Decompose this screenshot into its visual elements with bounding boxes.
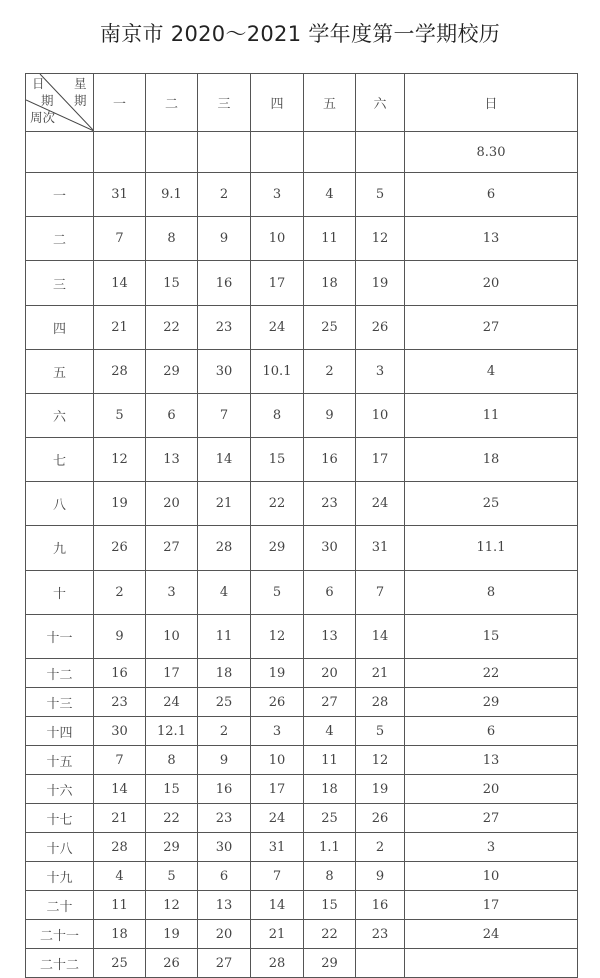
- table-row: [26, 746, 578, 775]
- date-cell-wed: 18: [198, 659, 251, 688]
- date-cell-mon: 26: [94, 526, 146, 570]
- date-cell-fri: 18: [304, 775, 356, 804]
- date-cell-sat: 17: [356, 438, 405, 482]
- date-cell-tue: 26: [146, 949, 198, 978]
- weekday-header-thu: 四: [251, 74, 304, 132]
- date-cell-fri: 27: [304, 688, 356, 717]
- date-cell-mon: 7: [94, 217, 146, 261]
- date-cell-sun: 27: [405, 305, 578, 349]
- weekday-header-tue: 二: [146, 74, 198, 132]
- week-number-cell: 十三: [26, 688, 94, 717]
- date-cell-fri: 25: [304, 804, 356, 833]
- date-cell-fri: 13: [304, 614, 356, 658]
- date-cell-thu: 14: [251, 891, 304, 920]
- date-cell-mon: 23: [94, 688, 146, 717]
- date-cell-fri: 22: [304, 920, 356, 949]
- date-cell-sat: [356, 132, 405, 173]
- date-cell-sat: 2: [356, 833, 405, 862]
- week-number-cell: 二十一: [26, 920, 94, 949]
- date-cell-mon: 12: [94, 438, 146, 482]
- date-cell-mon: 5: [94, 393, 146, 437]
- date-cell-sat: 26: [356, 804, 405, 833]
- date-cell-sat: 9: [356, 862, 405, 891]
- date-cell-tue: 6: [146, 393, 198, 437]
- date-cell-mon: 25: [94, 949, 146, 978]
- table-row: [26, 393, 578, 437]
- date-cell-fri: 11: [304, 746, 356, 775]
- corner-header-cell: [26, 74, 94, 132]
- date-cell-thu: 10.1: [251, 349, 304, 393]
- date-cell-mon: 9: [94, 614, 146, 658]
- date-cell-tue: 15: [146, 775, 198, 804]
- date-cell-sun: 20: [405, 261, 578, 305]
- date-cell-wed: 6: [198, 862, 251, 891]
- date-cell-fri: [304, 132, 356, 173]
- date-cell-sun: 10: [405, 862, 578, 891]
- date-cell-mon: 2: [94, 570, 146, 614]
- date-cell-mon: 19: [94, 482, 146, 526]
- table-row: [26, 614, 578, 658]
- week-number-cell: 十八: [26, 833, 94, 862]
- date-cell-sun: 15: [405, 614, 578, 658]
- date-cell-tue: 12.1: [146, 717, 198, 746]
- date-cell-sun: 6: [405, 173, 578, 217]
- date-cell-wed: 2: [198, 173, 251, 217]
- week-number-cell: 十一: [26, 614, 94, 658]
- date-cell-sun: 17: [405, 891, 578, 920]
- date-cell-tue: 22: [146, 305, 198, 349]
- date-cell-wed: 30: [198, 833, 251, 862]
- date-cell-sun: 13: [405, 746, 578, 775]
- table-row: [26, 261, 578, 305]
- date-cell-sun: 11.1: [405, 526, 578, 570]
- date-cell-tue: 9.1: [146, 173, 198, 217]
- date-cell-mon: 18: [94, 920, 146, 949]
- date-cell-thu: 28: [251, 949, 304, 978]
- date-cell-tue: 22: [146, 804, 198, 833]
- date-cell-mon: 28: [94, 833, 146, 862]
- date-cell-thu: 15: [251, 438, 304, 482]
- date-cell-sun: 6: [405, 717, 578, 746]
- table-row: [26, 570, 578, 614]
- date-cell-thu: 19: [251, 659, 304, 688]
- week-number-cell: 二: [26, 217, 94, 261]
- date-cell-thu: 24: [251, 305, 304, 349]
- date-cell-sun: 13: [405, 217, 578, 261]
- date-cell-sat: 28: [356, 688, 405, 717]
- date-cell-thu: 17: [251, 775, 304, 804]
- table-row: [26, 920, 578, 949]
- date-cell-sat: 5: [356, 717, 405, 746]
- date-cell-sun: 29: [405, 688, 578, 717]
- table-row: [26, 688, 578, 717]
- date-cell-thu: 26: [251, 688, 304, 717]
- date-cell-sun: 8.30: [405, 132, 578, 173]
- date-cell-thu: 21: [251, 920, 304, 949]
- table-row: [26, 217, 578, 261]
- date-cell-tue: 27: [146, 526, 198, 570]
- date-cell-sat: 3: [356, 349, 405, 393]
- date-cell-sat: 10: [356, 393, 405, 437]
- date-cell-mon: 31: [94, 173, 146, 217]
- week-number-cell: 十六: [26, 775, 94, 804]
- date-cell-sat: 26: [356, 305, 405, 349]
- date-cell-wed: 20: [198, 920, 251, 949]
- date-cell-wed: 9: [198, 746, 251, 775]
- week-number-cell: 十二: [26, 659, 94, 688]
- table-row: [26, 659, 578, 688]
- week-number-cell: 七: [26, 438, 94, 482]
- corner-label-period-right: 期: [74, 93, 87, 108]
- date-cell-wed: 21: [198, 482, 251, 526]
- date-cell-thu: 3: [251, 717, 304, 746]
- table-row: [26, 804, 578, 833]
- date-cell-mon: [94, 132, 146, 173]
- date-cell-sun: 24: [405, 920, 578, 949]
- week-number-cell: 八: [26, 482, 94, 526]
- date-cell-sat: 19: [356, 261, 405, 305]
- date-cell-mon: 21: [94, 305, 146, 349]
- table-row-pre-week: [26, 132, 578, 173]
- date-cell-sat: 31: [356, 526, 405, 570]
- date-cell-sat: 5: [356, 173, 405, 217]
- weekday-header-sat: 六: [356, 74, 405, 132]
- date-cell-tue: 8: [146, 746, 198, 775]
- date-cell-mon: 7: [94, 746, 146, 775]
- date-cell-sat: 19: [356, 775, 405, 804]
- weekday-header-mon: 一: [94, 74, 146, 132]
- date-cell-sat: 12: [356, 217, 405, 261]
- date-cell-wed: 2: [198, 717, 251, 746]
- table-row: [26, 833, 578, 862]
- date-cell-sat: 7: [356, 570, 405, 614]
- week-number-cell: 四: [26, 305, 94, 349]
- week-number-cell: 十四: [26, 717, 94, 746]
- date-cell-fri: 2: [304, 349, 356, 393]
- date-cell-thu: 22: [251, 482, 304, 526]
- date-cell-fri: 8: [304, 862, 356, 891]
- date-cell-tue: 13: [146, 438, 198, 482]
- date-cell-thu: [251, 132, 304, 173]
- corner-label-period-left: 期: [41, 93, 54, 108]
- date-cell-tue: 24: [146, 688, 198, 717]
- date-cell-sun: 4: [405, 349, 578, 393]
- date-cell-wed: 16: [198, 261, 251, 305]
- header-row: [26, 74, 578, 132]
- week-number-cell: 九: [26, 526, 94, 570]
- date-cell-fri: 9: [304, 393, 356, 437]
- date-cell-sun: 20: [405, 775, 578, 804]
- weekday-header-wed: 三: [198, 74, 251, 132]
- week-number-cell: 十五: [26, 746, 94, 775]
- date-cell-tue: 20: [146, 482, 198, 526]
- table-row: [26, 438, 578, 482]
- date-cell-wed: 11: [198, 614, 251, 658]
- date-cell-sun: 3: [405, 833, 578, 862]
- date-cell-wed: [198, 132, 251, 173]
- date-cell-mon: 11: [94, 891, 146, 920]
- table-row: [26, 775, 578, 804]
- date-cell-wed: 28: [198, 526, 251, 570]
- week-number-cell: 五: [26, 349, 94, 393]
- date-cell-thu: 17: [251, 261, 304, 305]
- week-number-cell: 十: [26, 570, 94, 614]
- weekday-header-fri: 五: [304, 74, 356, 132]
- date-cell-wed: 7: [198, 393, 251, 437]
- date-cell-fri: 6: [304, 570, 356, 614]
- date-cell-tue: 12: [146, 891, 198, 920]
- date-cell-wed: 25: [198, 688, 251, 717]
- date-cell-fri: 29: [304, 949, 356, 978]
- table-row: [26, 891, 578, 920]
- date-cell-sat: 16: [356, 891, 405, 920]
- date-cell-wed: 23: [198, 305, 251, 349]
- date-cell-sun: 18: [405, 438, 578, 482]
- corner-label-day: 日: [32, 76, 45, 91]
- date-cell-tue: 3: [146, 570, 198, 614]
- date-cell-tue: 10: [146, 614, 198, 658]
- week-number-cell: [26, 132, 94, 173]
- week-number-cell: 六: [26, 393, 94, 437]
- date-cell-sun: 22: [405, 659, 578, 688]
- date-cell-tue: 19: [146, 920, 198, 949]
- date-cell-sat: 14: [356, 614, 405, 658]
- table-row: [26, 305, 578, 349]
- week-number-cell: 二十二: [26, 949, 94, 978]
- date-cell-tue: 29: [146, 349, 198, 393]
- date-cell-sun: 27: [405, 804, 578, 833]
- date-cell-thu: 3: [251, 173, 304, 217]
- date-cell-fri: 16: [304, 438, 356, 482]
- date-cell-thu: 12: [251, 614, 304, 658]
- date-cell-sun: [405, 949, 578, 978]
- date-cell-wed: 23: [198, 804, 251, 833]
- date-cell-sat: [356, 949, 405, 978]
- date-cell-fri: 18: [304, 261, 356, 305]
- date-cell-tue: [146, 132, 198, 173]
- week-number-cell: 一: [26, 173, 94, 217]
- week-number-cell: 三: [26, 261, 94, 305]
- date-cell-thu: 8: [251, 393, 304, 437]
- date-cell-thu: 31: [251, 833, 304, 862]
- date-cell-wed: 4: [198, 570, 251, 614]
- date-cell-thu: 10: [251, 746, 304, 775]
- date-cell-mon: 21: [94, 804, 146, 833]
- date-cell-fri: 4: [304, 717, 356, 746]
- date-cell-sat: 24: [356, 482, 405, 526]
- date-cell-sun: 11: [405, 393, 578, 437]
- date-cell-mon: 16: [94, 659, 146, 688]
- date-cell-wed: 9: [198, 217, 251, 261]
- date-cell-tue: 5: [146, 862, 198, 891]
- week-number-cell: 十七: [26, 804, 94, 833]
- table-row: [26, 482, 578, 526]
- corner-label-week-number: 周次: [30, 110, 56, 125]
- school-calendar-table: [25, 73, 578, 978]
- table-row: [26, 717, 578, 746]
- table-row: [26, 949, 578, 978]
- date-cell-thu: 29: [251, 526, 304, 570]
- date-cell-tue: 29: [146, 833, 198, 862]
- date-cell-sat: 23: [356, 920, 405, 949]
- date-cell-wed: 14: [198, 438, 251, 482]
- date-cell-fri: 25: [304, 305, 356, 349]
- corner-label-week-top: 星: [74, 76, 87, 91]
- date-cell-mon: 30: [94, 717, 146, 746]
- date-cell-sun: 25: [405, 482, 578, 526]
- date-cell-fri: 11: [304, 217, 356, 261]
- date-cell-fri: 23: [304, 482, 356, 526]
- date-cell-mon: 28: [94, 349, 146, 393]
- week-number-cell: 十九: [26, 862, 94, 891]
- date-cell-thu: 10: [251, 217, 304, 261]
- table-row: [26, 526, 578, 570]
- weekday-header-sun: 日: [405, 74, 578, 132]
- date-cell-fri: 20: [304, 659, 356, 688]
- table-row: [26, 349, 578, 393]
- date-cell-fri: 15: [304, 891, 356, 920]
- date-cell-wed: 13: [198, 891, 251, 920]
- date-cell-thu: 24: [251, 804, 304, 833]
- date-cell-sat: 21: [356, 659, 405, 688]
- date-cell-sun: 8: [405, 570, 578, 614]
- week-number-cell: 二十: [26, 891, 94, 920]
- date-cell-fri: 1.1: [304, 833, 356, 862]
- date-cell-sat: 12: [356, 746, 405, 775]
- date-cell-wed: 27: [198, 949, 251, 978]
- date-cell-mon: 14: [94, 775, 146, 804]
- date-cell-tue: 17: [146, 659, 198, 688]
- table-row: [26, 173, 578, 217]
- date-cell-thu: 7: [251, 862, 304, 891]
- date-cell-fri: 4: [304, 173, 356, 217]
- date-cell-wed: 30: [198, 349, 251, 393]
- page-title: 南京市 2020～2021 学年度第一学期校历: [99, 22, 501, 46]
- date-cell-tue: 15: [146, 261, 198, 305]
- date-cell-tue: 8: [146, 217, 198, 261]
- date-cell-mon: 14: [94, 261, 146, 305]
- date-cell-thu: 5: [251, 570, 304, 614]
- table-row: [26, 862, 578, 891]
- date-cell-mon: 4: [94, 862, 146, 891]
- date-cell-fri: 30: [304, 526, 356, 570]
- date-cell-wed: 16: [198, 775, 251, 804]
